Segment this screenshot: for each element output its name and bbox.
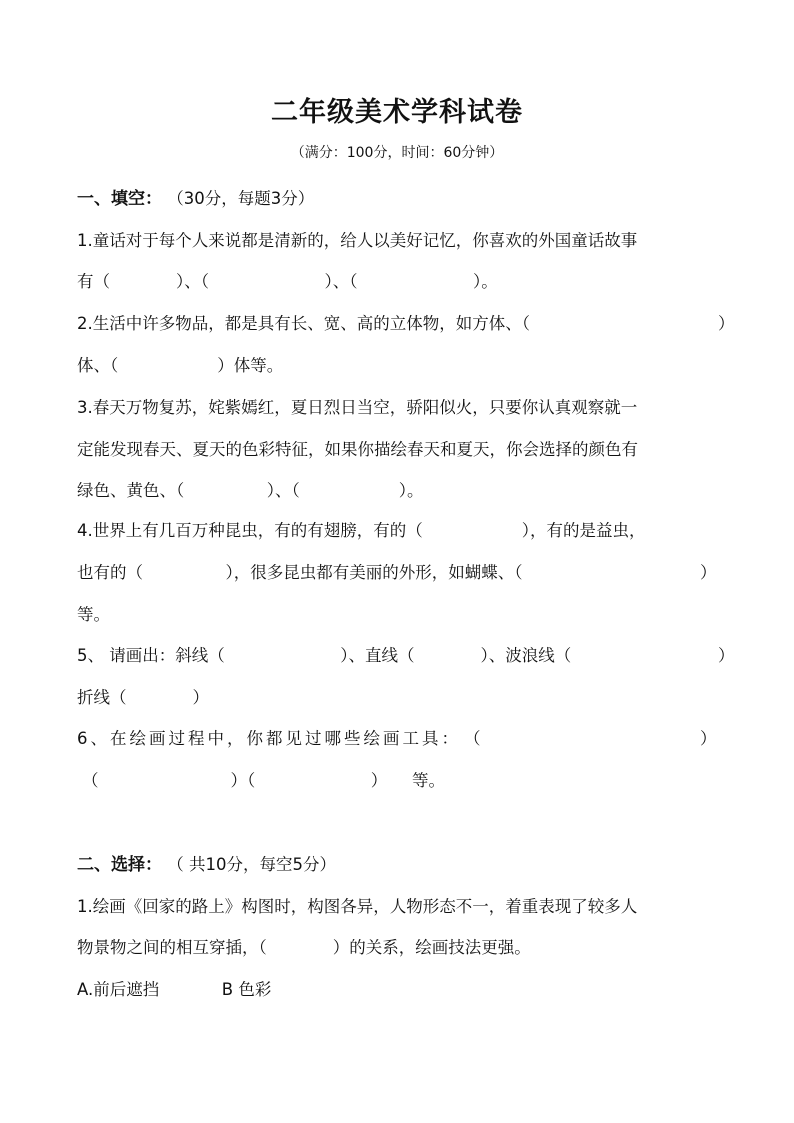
- q4-line2: 也有的（ ），很多昆虫都有美丽的外形，如蝴蝶、（: [77, 563, 523, 582]
- s2-q1-line2: 物景物之间的相互穿插，（ ）的关系，绘画技法更强。: [77, 938, 531, 957]
- section1-header: [77, 184, 314, 209]
- q2-line2: 体、（ ）体等。: [77, 356, 284, 375]
- page-title: 二年级美术学科试卷: [271, 97, 523, 128]
- page-subtitle: （满分：100分，时间：60分钟）: [290, 145, 504, 161]
- section1-score: （30分，每题3分）: [167, 189, 315, 208]
- option-b: B 色彩: [221, 980, 272, 999]
- q2-line1: 2.生活中许多物品，都是具有长、宽、高的立体物，如方体、（: [77, 314, 530, 333]
- q3-line1: 3.春天万物复苏，姹紫嫣红，夏日烈日当空，骄阳似火，只要你认真观察就一: [77, 398, 638, 417]
- q3-line2: 定能发现春天、夏天的色彩特征，如果你描绘春天和夏天，你会选择的颜色有: [77, 440, 638, 459]
- option-a: A.前后遮挡: [77, 980, 160, 999]
- q5-line1-close: ）: [718, 646, 735, 665]
- q6-line1: 6、在绘画过程中，你都见过哪些绘画工具： （: [77, 729, 484, 748]
- q5-line1: 5、 请画出：斜线（ ）、直线（ ）、波浪线（: [77, 646, 572, 665]
- q4-line3: 等。: [77, 605, 110, 624]
- section2-heading: 二、选择：: [77, 855, 162, 875]
- section1-heading: 一、填空：: [77, 189, 162, 209]
- q1-line1: 1.童话对于每个人来说都是清新的，给人以美好记忆，你喜欢的外国童话故事: [77, 231, 638, 250]
- q3-line3: 绿色、黄色、（ ）、（ ）。: [77, 481, 424, 500]
- s2-q1-options: [77, 976, 271, 1000]
- q5-line2: 折线（ ）: [77, 688, 209, 707]
- q6-line2: （ ）（ ） 等。: [82, 771, 445, 790]
- s2-q1-line1: 1.绘画《回家的路上》构图时，构图各异，人物形态不一，着重表现了较多人: [77, 897, 638, 916]
- section2-score: （ 共10分，每空5分）: [167, 855, 336, 874]
- q2-line1-close: ）: [718, 314, 735, 333]
- q4-line2-close: ）: [700, 563, 717, 582]
- q4-line1: 4.世界上有几百万种昆虫，有的有翅膀，有的（ ），有的是益虫，: [77, 521, 646, 540]
- q1-line2: 有（ ）、（ ）、（ ）。: [77, 272, 498, 291]
- section2-header: [77, 850, 336, 875]
- q6-line1-close: ）: [700, 729, 717, 748]
